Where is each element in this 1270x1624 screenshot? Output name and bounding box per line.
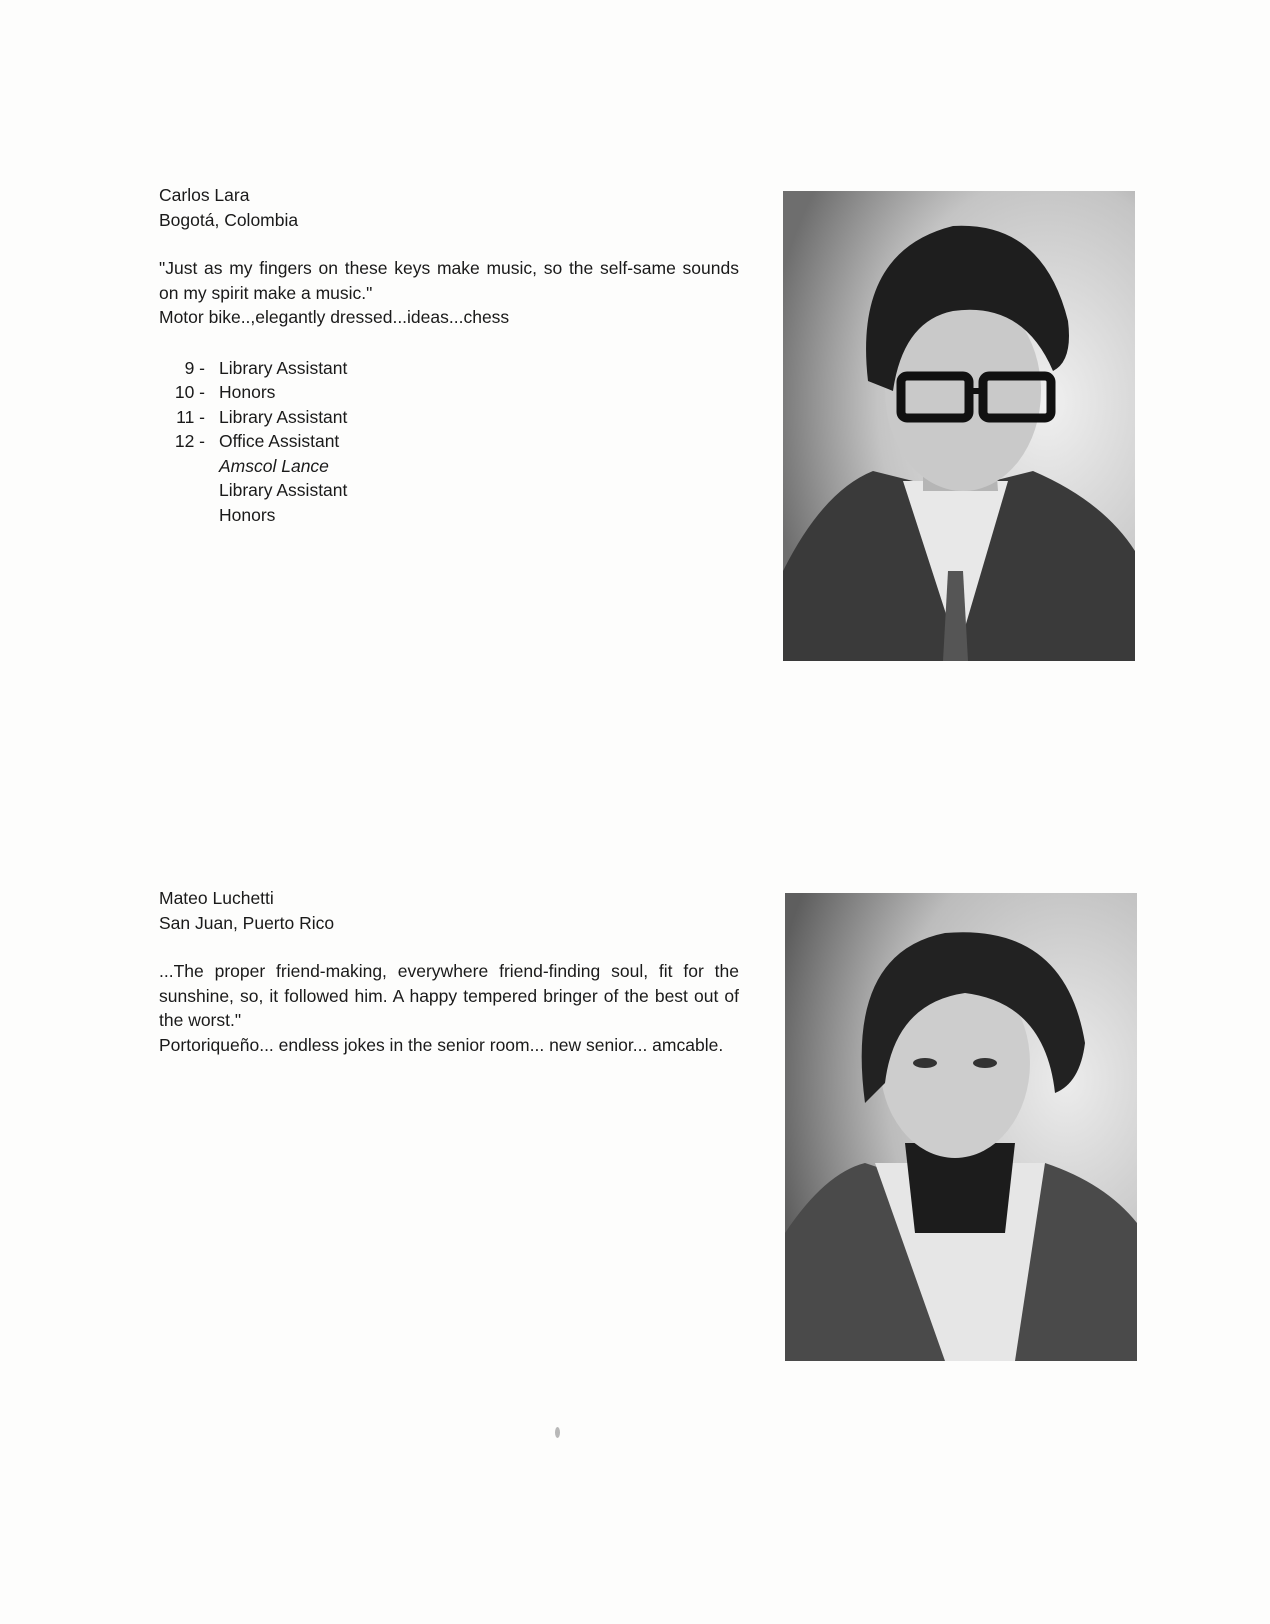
activity-row bbox=[159, 380, 739, 405]
student-interests: Portoriqueño... endless jokes in the senior room... new senior... amcable. bbox=[159, 1034, 724, 1055]
activity-row bbox=[159, 429, 739, 454]
student-portrait-photo bbox=[783, 191, 1135, 661]
student-hometown: San Juan, Puerto Rico bbox=[159, 912, 335, 933]
student-quote: "Just as my fingers on these keys make music, so the self-same sounds on my spirit make a music." bbox=[159, 258, 739, 303]
activity-item: Library Assistant bbox=[219, 406, 348, 427]
student-quote: ...The proper friend-making, everywhere friend-finding soul, fit for the sunshine, so, it followed him. A happy tempered bringer of the best out of the worst." bbox=[159, 961, 739, 1030]
student-interests: Motor bike..,elegantly dressed...ideas...chess bbox=[159, 307, 510, 327]
student-hometown: Bogotá, Colombia bbox=[159, 209, 299, 230]
student-entry-mateo-luchetti bbox=[159, 886, 739, 1057]
activity-year: 9 - bbox=[184, 357, 205, 378]
activity-item: Office Assistant bbox=[219, 431, 340, 451]
activity-row bbox=[159, 356, 739, 381]
activity-year: 12 - bbox=[174, 431, 205, 451]
activity-item: Honors bbox=[219, 382, 276, 402]
student-name: Carlos Lara bbox=[159, 185, 250, 205]
activity-year: 11 - bbox=[176, 406, 205, 427]
activity-item: Library Assistant bbox=[219, 357, 348, 378]
activity-item: Honors bbox=[219, 504, 276, 525]
activity-row bbox=[159, 405, 739, 430]
student-name: Mateo Luchetti bbox=[159, 888, 274, 908]
activity-item: Library Assistant bbox=[219, 480, 348, 500]
activities-list bbox=[159, 356, 739, 528]
print-speck bbox=[555, 1427, 560, 1438]
student-portrait-photo bbox=[785, 893, 1137, 1361]
activity-item: Amscol Lance bbox=[219, 455, 329, 476]
activity-year: 10 - bbox=[174, 382, 205, 402]
student-entry-carlos-lara bbox=[159, 183, 739, 527]
